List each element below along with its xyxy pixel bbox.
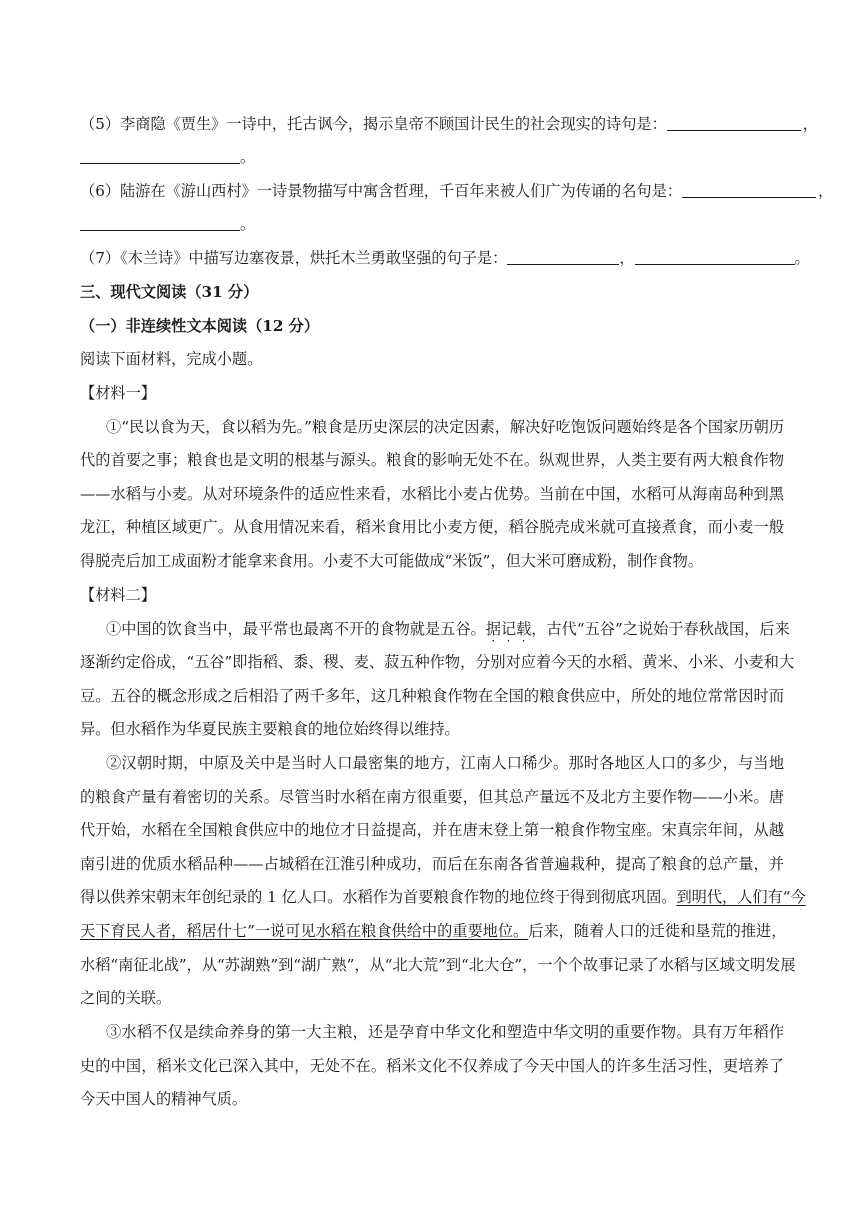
underlined-sentence: 天下育民人者，稻居什七”一说可见水稻在粮食供给中的重要地位。 xyxy=(80,922,529,940)
paragraph-line: 豆。五谷的概念形成之后相沿了两千多年，这几种粮食作物在全国的粮食供应中，所处的地位常常因时而 xyxy=(80,687,784,705)
section-heading: 三、现代文阅读（31 分） xyxy=(80,283,259,301)
paragraph-line: 史的中国，稻米文化已深入其中，无处不在。稻米文化不仅养成了今天中国人的许多生活习性，更培养了 xyxy=(80,1057,784,1075)
question-5-text: （5）李商隐《贾生》一诗中，托古讽今，揭示皇帝不顾国计民生的社会现实的诗句是： xyxy=(80,115,667,133)
paragraph-line: ——水稻与小麦。从对环境条件的适应性来看，水稻比小麦占优势。当前在中国，水稻可从海南岛种到黑 xyxy=(80,485,784,503)
answer-blank[interactable] xyxy=(635,249,795,265)
underlined-sentence: 到明代，人们有“今 xyxy=(676,888,806,906)
paragraph-line: 异。但水稻作为华夏民族主要粮食的地位始终得以维持。 xyxy=(80,720,460,738)
question-6-continued: 。 xyxy=(80,214,784,234)
paragraph-line: ①“民以食为天，食以稻为先。”粮食是历史深层的决定因素，解决好吃饱饭问题始终是各个国家历朝历 xyxy=(106,418,784,436)
paragraph-line: 得脱壳后加工成面粉才能拿来食用。小麦不大可能做成“米饭”，但大米可磨成粉，制作食物。 xyxy=(80,552,704,570)
emphasized-char: 载 xyxy=(516,620,532,638)
sub-section-heading: （一）非连续性文本阅读（12 分） xyxy=(80,317,320,335)
paragraph-line: 今天中国人的精神气质。 xyxy=(80,1090,248,1108)
paragraph-line: 水稻“南征北战”，从“苏湖熟”到“湖广熟”，从“北大荒”到“北大仓”，一个个故事记录了水稻与区域文明发展 xyxy=(80,956,796,974)
answer-blank[interactable] xyxy=(80,148,240,164)
question-6-text: （6）陆游在《游山西村》一诗景物描写中寓含哲理，千百年来被人们广为传诵的名句是： xyxy=(80,182,682,200)
question-7-text: （7）《木兰诗》中描写边塞夜景，烘托木兰勇敢坚强的句子是： xyxy=(80,249,508,267)
emphasized-char: 记 xyxy=(500,620,517,638)
paragraph-line: 逐渐约定俗成，“五谷”即指稻、黍、稷、麦、菽五种作物，分别对应着今天的水稻、黄米、小米、小麦和大 xyxy=(80,653,795,671)
paragraph-line: 代开始，水稻在全国粮食供应中的地位才日益提高，并在唐末登上第一粮食作物宝座。宋真宗年间，从越 xyxy=(80,821,784,839)
instruction-text: 阅读下面材料，完成小题。 xyxy=(80,350,263,368)
paragraph-line: 南引进的优质水稻品种——占城稻在江淮引种成功，而后在东南各省普遍栽种，提高了粮食的总产量，并 xyxy=(80,855,784,873)
answer-blank[interactable] xyxy=(80,215,240,231)
material-2-label: 【材料二】 xyxy=(80,586,156,604)
question-5-continued: 。 xyxy=(80,147,784,167)
emphasized-char: 据 xyxy=(485,620,501,638)
paragraph-line: 之间的关联。 xyxy=(80,989,172,1007)
answer-blank[interactable] xyxy=(682,182,816,198)
answer-blank[interactable] xyxy=(507,249,619,265)
question-6: （6）陆游在《游山西村》一诗景物描写中寓含哲理，千百年来被人们广为传诵的名句是： ， xyxy=(80,182,834,200)
material-1-label: 【材料一】 xyxy=(80,384,156,402)
paragraph-line: 龙江，种植区域更广。从食用情况来看，稻米食用比小麦方便，稻谷脱壳成米就可直接煮食，而小麦一般 xyxy=(80,518,784,536)
paragraph-line: 天下育民人者，稻居什七”一说可见水稻在粮食供给中的重要地位。后来，随着人口的迁徙和垦荒的推进， xyxy=(80,922,787,940)
paragraph-line: 代的首要之事；粮食也是文明的根基与源头。粮食的影响无处不在。纵观世界，人类主要有两大粮食作物 xyxy=(80,451,784,469)
question-5: （5）李商隐《贾生》一诗中，托古讽今，揭示皇帝不顾国计民生的社会现实的诗句是： ， xyxy=(80,115,818,133)
paragraph-line: ②汉朝时期，中原及关中是当时人口最密集的地方，江南人口稀少。那时各地区人口的多少，与当地 xyxy=(106,754,784,772)
paragraph-line: ①中国的饮食当中，最平常也最离不开的食物就是五谷。据记载，古代“五谷”之说始于春秋战国，后来 xyxy=(106,620,790,638)
paragraph-line: ③水稻不仅是续命养身的第一大主粮，还是孕育中华文化和塑造中华文明的重要作物。具有万年稻作 xyxy=(106,1023,784,1041)
paragraph-line: 的粮食产量有着密切的关系。尽管当时水稻在南方很重要，但其总产量远不及北方主要作物——小米。唐 xyxy=(80,788,784,806)
question-7: （7）《木兰诗》中描写边塞夜景，烘托木兰勇敢坚强的句子是： ， 。 xyxy=(80,249,810,267)
answer-blank[interactable] xyxy=(667,115,801,131)
paragraph-line: 得以供养宋朝末年创纪录的 1 亿人口。水稻作为首要粮食作物的地位终于得到彻底巩固。到明代，人们有“今 xyxy=(80,888,806,906)
